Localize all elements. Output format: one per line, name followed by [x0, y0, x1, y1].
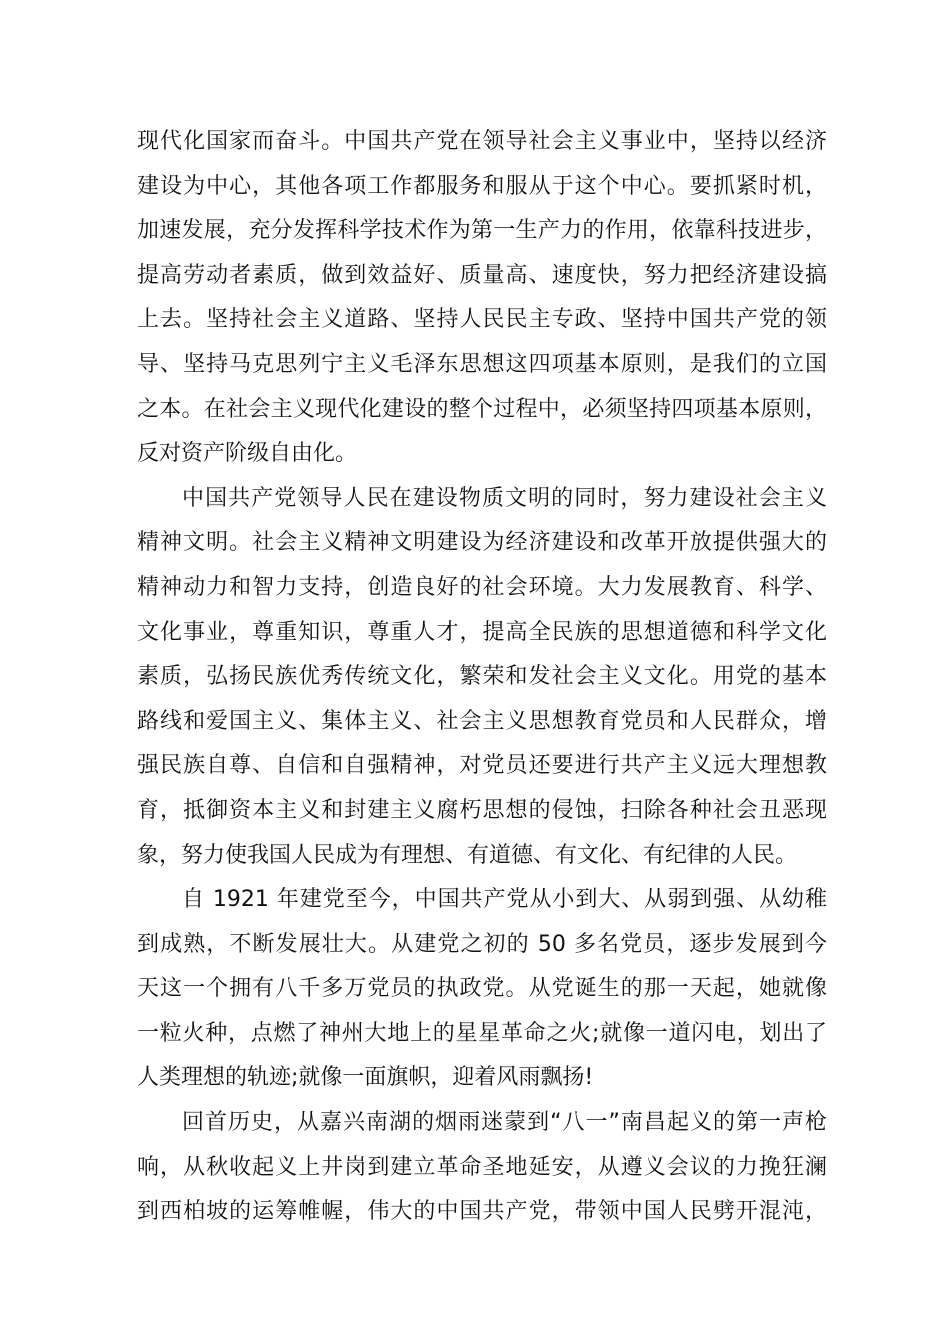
text-line: 路线和爱国主义、集体主义、社会主义思想教育党员和人民群众，增: [137, 708, 827, 734]
text-line: 提高劳动者素质，做到效益好、质量高、速度快，努力把经济建设搞: [137, 262, 827, 288]
text-line: 育，抵御资本主义和封建主义腐朽思想的侵蚀，扫除各种社会丑恶现: [137, 797, 827, 823]
text-line: 到成熟，不断发展壮大。从建党之初的 50 多名党员，逐步发展到今: [137, 931, 827, 957]
paragraph: [137, 1101, 827, 1235]
text-line: 文化事业，尊重知识，尊重人才，提高全民族的思想道德和科学文化: [137, 619, 827, 645]
text-line: 之本。在社会主义现代化建设的整个过程中，必须坚持四项基本原则，: [137, 396, 827, 422]
text-line: 自 1921 年建党至今，中国共产党从小到大、从弱到强、从幼稚: [182, 887, 827, 913]
text-line: 上去。坚持社会主义道路、坚持人民民主专政、坚持中国共产党的领: [137, 307, 827, 333]
text-line: 象，努力使我国人民成为有理想、有道德、有文化、有纪律的人民。: [137, 842, 798, 868]
text-line: 一粒火种，点燃了神州大地上的星星革命之火;就像一道闪电，划出了: [137, 1020, 827, 1046]
text-line: 回首历史，从嘉兴南湖的烟雨迷蒙到“八一”南昌起义的第一声枪: [182, 1110, 827, 1136]
text-line: 建设为中心，其他各项工作都服务和服从于这个中心。要抓紧时机，: [137, 173, 827, 199]
text-line: 导、坚持马克思列宁主义毛泽东思想这四项基本原则，是我们的立国: [137, 351, 827, 377]
text-line: 人类理想的轨迹;就像一面旗帜，迎着风雨飘扬!: [137, 1065, 594, 1091]
text-line: 中国共产党领导人民在建设物质文明的同时，努力建设社会主义: [182, 485, 827, 511]
document-body: [137, 120, 827, 1235]
text-line: 到西柏坡的运筹帷幄，伟大的中国共产党，带领中国人民劈开混沌，: [137, 1199, 827, 1225]
paragraph: [137, 120, 827, 477]
text-line: 加速发展，充分发挥科学技术作为第一生产力的作用，依靠科技进步，: [137, 218, 827, 244]
text-line: 天这一个拥有八千多万党员的执政党。从党诞生的那一天起，她就像: [137, 976, 827, 1002]
text-line: 响，从秋收起义上井岗到建立革命圣地延安，从遵义会议的力挽狂澜: [137, 1154, 827, 1180]
text-line: 反对资产阶级自由化。: [137, 441, 358, 467]
paragraph: [137, 477, 827, 878]
text-line: 强民族自尊、自信和自强精神，对党员还要进行共产主义远大理想教: [137, 753, 827, 779]
text-line: 精神动力和智力支持，创造良好的社会环境。大力发展教育、科学、: [137, 574, 827, 600]
text-line: 现代化国家而奋斗。中国共产党在领导社会主义事业中，坚持以经济: [137, 129, 827, 154]
paragraph: [137, 878, 827, 1101]
text-line: 精神文明。社会主义精神文明建设为经济建设和改革开放提供强大的: [137, 530, 827, 556]
text-line: 素质，弘扬民族优秀传统文化，繁荣和发社会主义文化。用党的基本: [137, 664, 827, 690]
